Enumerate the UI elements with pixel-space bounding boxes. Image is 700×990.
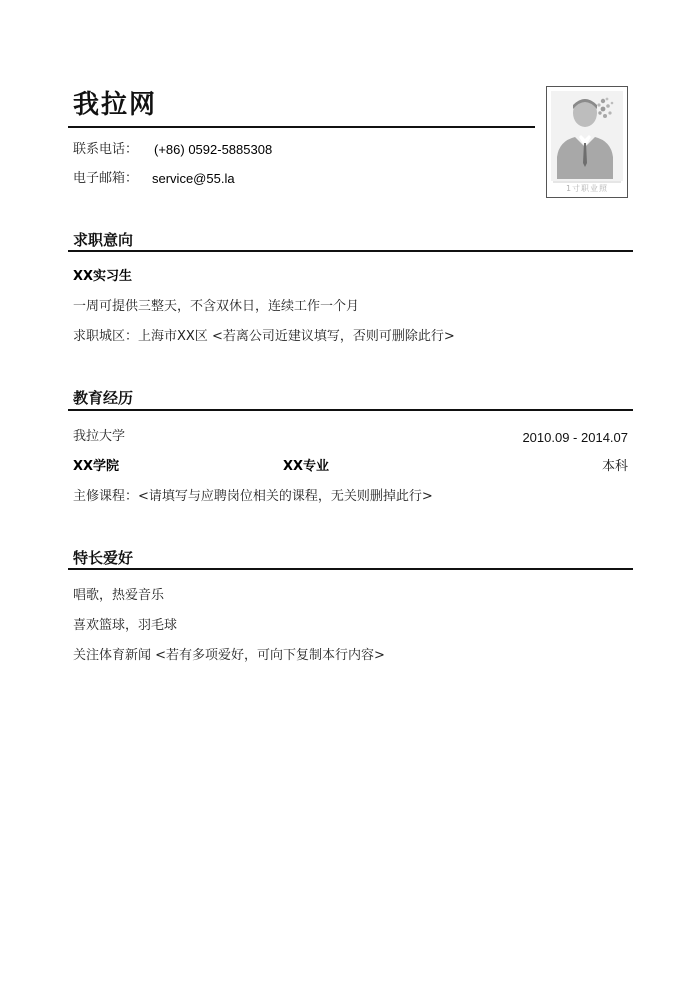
hobbies-title: 特长爱好 [73, 549, 134, 567]
hobby-item: 关注体育新闻 <若有多项爱好，可向下复制本行内容> [73, 648, 385, 663]
degree-level: 本科 [601, 459, 628, 474]
job-availability: 一周可提供三整天，不含双休日，连续工作一个月 [73, 299, 360, 314]
hobbies-divider [68, 568, 633, 570]
major-name: XX专业 [283, 459, 330, 474]
photo-caption: 1寸职业照 [565, 184, 609, 193]
phone-label: 联系电话： [73, 142, 139, 157]
education-title: 教育经历 [73, 389, 134, 407]
education-divider [68, 409, 633, 411]
education-period: 2010.09 - 2014.07 [522, 430, 628, 445]
college-name: XX学院 [73, 459, 120, 474]
name-divider [68, 126, 535, 128]
person-silhouette-icon [547, 87, 627, 197]
school-name: 我拉大学 [73, 429, 126, 444]
email-value: service@55.la [152, 171, 235, 186]
hobby-item: 喜欢篮球，羽毛球 [73, 618, 178, 633]
hobby-item: 唱歌，热爱音乐 [73, 588, 165, 603]
email-label: 电子邮箱： [73, 171, 139, 186]
job-intent-divider [68, 250, 633, 252]
main-courses: 主修课程：<请填写与应聘岗位相关的课程，无关则删掉此行> [73, 489, 433, 504]
resume-name: 我拉网 [73, 90, 158, 120]
phone-value: (+86) 0592-5885308 [154, 142, 273, 157]
profile-photo [546, 86, 628, 198]
job-intent-title: 求职意向 [73, 231, 134, 249]
job-position: XX实习生 [73, 269, 133, 284]
job-city: 求职城区：上海市XX区 <若离公司近建议填写，否则可删除此行> [73, 329, 455, 344]
